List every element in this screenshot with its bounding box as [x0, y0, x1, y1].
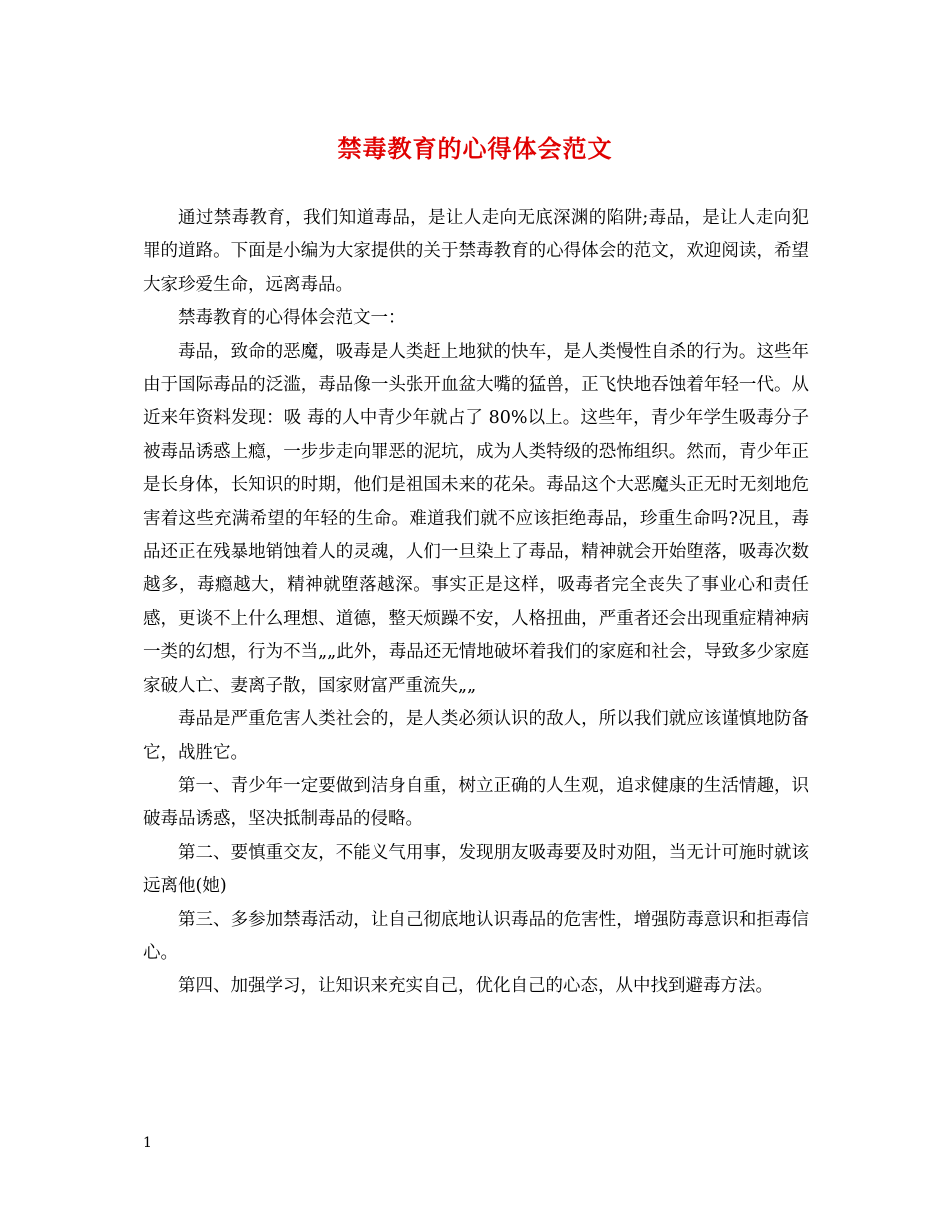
paragraph-point-three: 第三、多参加禁毒活动，让自己彻底地认识毒品的危害性，增强防毒意识和拒毒信心。 [143, 909, 809, 963]
paragraph-enemy: 毒品是严重危害人类社会的，是人类必须认识的敌人，所以我们就应该谨慎地防备它，战胜它。 [143, 709, 809, 763]
paragraph-point-two: 第二、要慎重交友，不能义气用事，发现朋友吸毒要及时劝阻，当无计可施时就该远离他(她) [143, 842, 809, 897]
paragraph-section-heading: 禁毒教育的心得体会范文一： [178, 308, 406, 329]
paragraph-drugs-harm: 毒品，致命的恶魔，吸毒是人类赶上地狱的快车，是人类慢性自杀的行为。这些年由于国际毒品的泛滥，毒品像一头张开血盆大嘴的猛兽，正飞快地吞蚀着年轻一代。从近来年资料发现：吸 毒的人中青少年就占了 80%以上。这些年，青少年学生吸毒分子被毒品诱惑上瘾，一步步走向罪恶的泥坑，成为人类特级的恐怖组织。然而，青少年正是长身体，长知识的时期，他们是祖国未来的花朵。毒品这个大恶魔头正无时无刻地危害着这些充满希望的年轻的生命。难道我们就不应该拒绝毒品，珍重生命吗?况且，毒品还正在残暴地销蚀着人的灵魂，人们一旦染上了毒品，精神就会开始堕落，吸毒次数越多，毒瘾越大，精神就堕落越深。事实正是这样，吸毒者完全丧失了事业心和责任感，更谈不上什么理想、道德，整天烦躁不安，人格扭曲，严重者还会出现重症精神病一类的幻想，行为不当„„此外，毒品还无情地破坏着我们的家庭和社会，导致多少家庭家破人亡、妻离子散，国家财富严重流失„„ [143, 341, 809, 696]
page-number: 1 [143, 1135, 152, 1151]
document-body [143, 202, 809, 1004]
paragraph-intro: 通过禁毒教育，我们知道毒品，是让人走向无底深渊的陷阱;毒品，是让人走向犯罪的道路。下面是小编为大家提供的关于禁毒教育的心得体会的范文，欢迎阅读，希望大家珍爱生命，远离毒品。 [143, 208, 809, 295]
paragraph-point-one: 第一、青少年一定要做到洁身自重，树立正确的人生观，追求健康的生活情趣，识破毒品诱惑，坚决抵制毒品的侵略。 [143, 775, 809, 830]
document-title: 禁毒教育的心得体会范文 [337, 134, 613, 163]
paragraph-point-four: 第四、加强学习，让知识来充实自己，优化自己的心态，从中找到避毒方法。 [178, 976, 773, 997]
